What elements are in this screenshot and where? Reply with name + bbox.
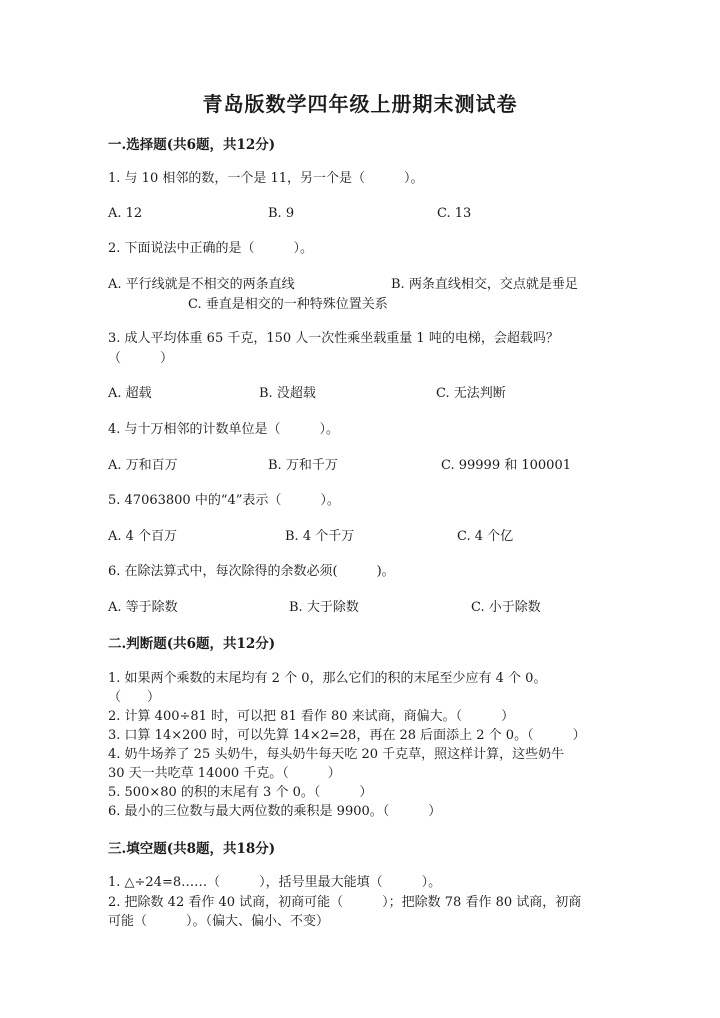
question-stem: 3. 成人平均体重 65 千克，150 人一次性乘坐载重量 1 吨的电梯，会超载吗？ bbox=[108, 331, 559, 346]
option-b: B. 4 个千万 bbox=[285, 529, 355, 544]
option-a: A. 等于除数 bbox=[108, 600, 178, 615]
option-c: C. 99999 和 100001 bbox=[441, 458, 571, 473]
question-stem: 2. 下面说法中正确的是（ ）。 bbox=[108, 241, 314, 256]
statement-line: 1. 如果两个乘数的末尾均有 2 个 0，那么它们的积的末尾至少应有 4 个 0。 bbox=[108, 671, 547, 686]
statement-line: 2. 计算 400÷81 时，可以把 81 看作 80 来试商，商偏大。（ ） bbox=[108, 709, 515, 724]
option-c: C. 无法判断 bbox=[436, 386, 506, 401]
option-c: C. 垂直是相交的一种特殊位置关系 bbox=[188, 297, 388, 312]
section-heading-fill-blank: 三.填空题(共8题，共18分) bbox=[108, 841, 276, 857]
question-stem: 5. 47063800 中的“4”表示（ ）。 bbox=[108, 493, 340, 508]
option-a: A. 超载 bbox=[108, 386, 152, 401]
option-b: B. 大于除数 bbox=[289, 600, 359, 615]
option-a: A. 12 bbox=[108, 206, 143, 221]
statement-line: 3. 口算 14×200 时，可以先算 14×2=28，再在 28 后面添上 2 个 0。（ ） bbox=[108, 728, 586, 743]
section-heading-judgement: 二.判断题(共6题，共12分) bbox=[108, 636, 276, 652]
option-b: B. 万和千万 bbox=[268, 458, 338, 473]
statement-line: 6. 最小的三位数与最大两位数的乘积是 9900。（ ） bbox=[108, 804, 442, 819]
question-stem: 1. 与 10 相邻的数，一个是 11，另一个是（ ）。 bbox=[108, 171, 424, 186]
option-b: B. 两条直线相交，交点就是垂足 bbox=[391, 277, 578, 292]
option-b: B. 9 bbox=[268, 206, 295, 221]
statement-line: 30 天一共吃草 14000 千克。（ ） bbox=[108, 766, 341, 781]
fill-blank-line: 2. 把除数 42 看作 40 试商，初商可能（ ）；把除数 78 看作 80 试商，初商 bbox=[108, 895, 582, 910]
statement-line: （ ） bbox=[108, 690, 161, 705]
fill-blank-line: 1. △÷24=8……（ ），括号里最大能填（ ）。 bbox=[108, 875, 442, 890]
statement-line: 5. 500×80 的积的末尾有 3 个 0。（ ） bbox=[108, 785, 373, 800]
question-stem: 6. 在除法算式中，每次除得的余数必须( )。 bbox=[108, 564, 395, 579]
statement-line: 4. 奶牛场养了 25 头奶牛，每头奶牛每天吃 20 千克草，照这样计算，这些奶牛 bbox=[108, 747, 565, 762]
option-a: A. 4 个百万 bbox=[108, 529, 178, 544]
question-stem: 4. 与十万相邻的计数单位是（ ）。 bbox=[108, 422, 340, 437]
question-stem-continued: （ ） bbox=[108, 351, 174, 366]
option-c: C. 13 bbox=[437, 206, 472, 221]
option-a: A. 万和百万 bbox=[108, 458, 178, 473]
fill-blank-line: 可能（ ）。（偏大、偏小、不变） bbox=[108, 914, 330, 929]
page-title: 青岛版数学四年级上册期末测试卷 bbox=[202, 92, 518, 116]
option-b: B. 没超载 bbox=[259, 386, 316, 401]
section-heading-choice: 一.选择题(共6题，共12分) bbox=[108, 137, 276, 153]
option-c: C. 4 个亿 bbox=[457, 529, 514, 544]
option-c: C. 小于除数 bbox=[471, 600, 541, 615]
option-a: A. 平行线就是不相交的两条直线 bbox=[108, 277, 295, 292]
